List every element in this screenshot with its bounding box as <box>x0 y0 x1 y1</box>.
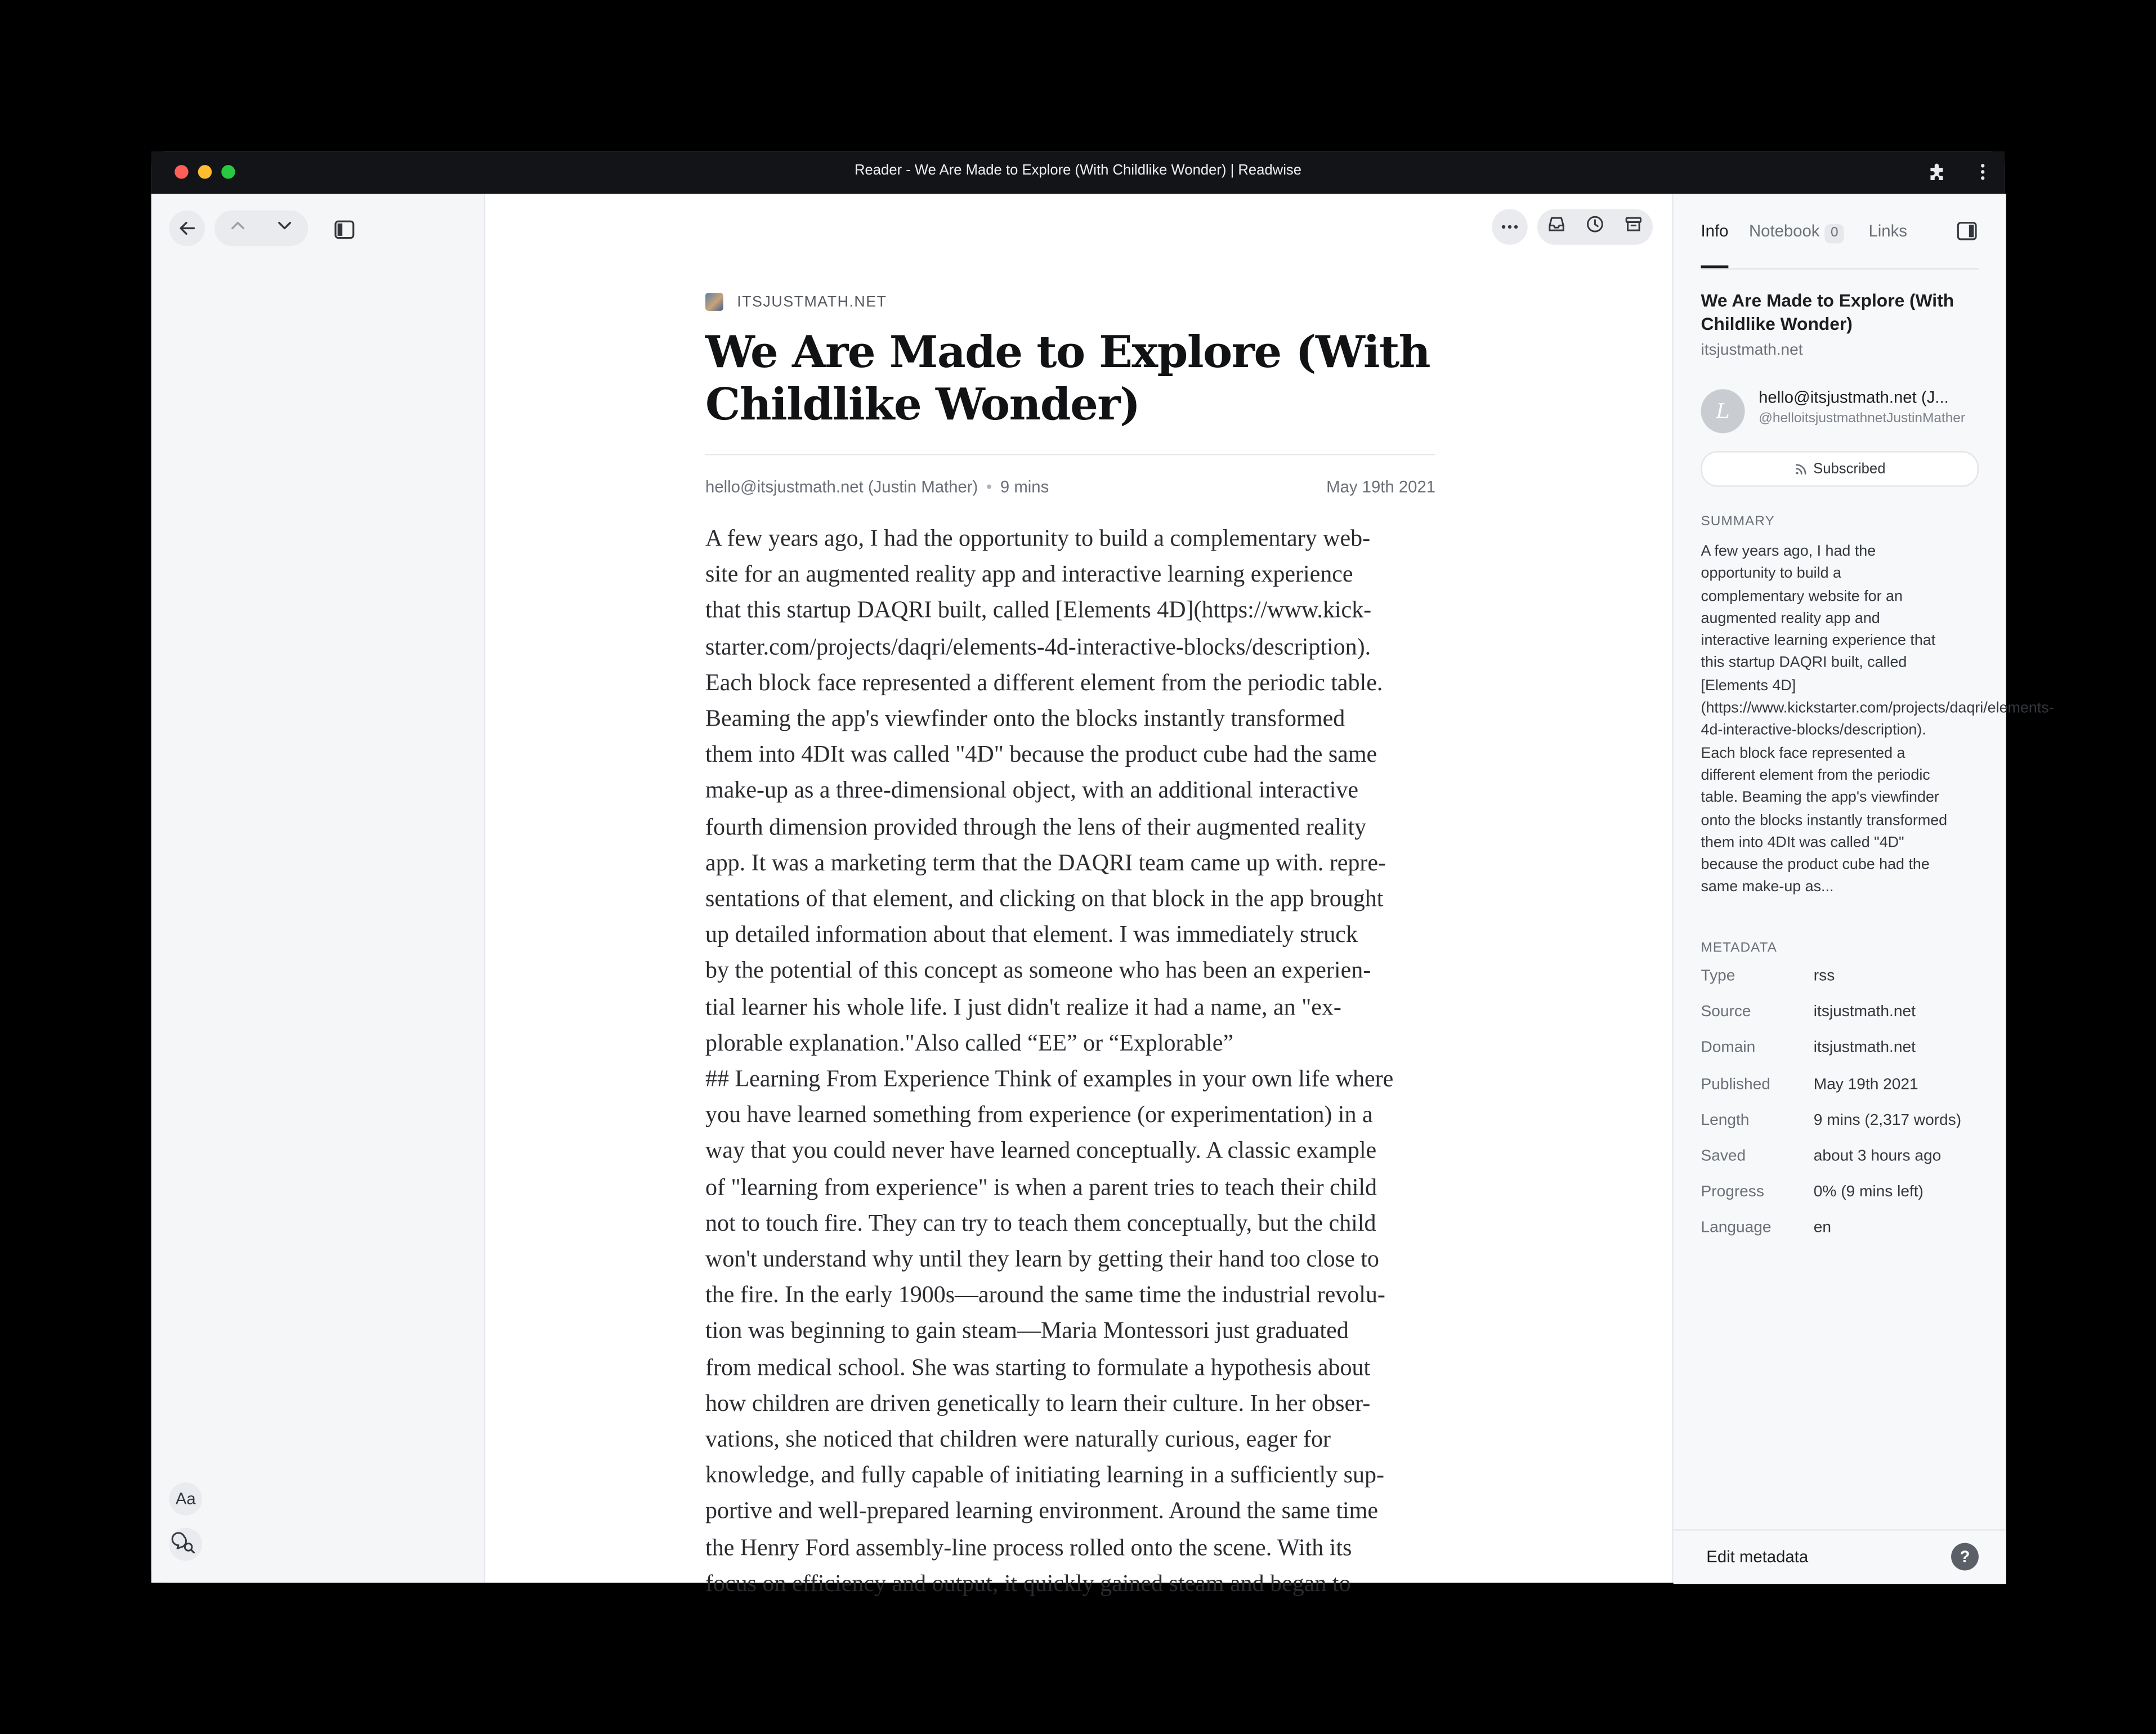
more-actions-button[interactable] <box>1492 209 1528 245</box>
article-body-line: won't understand why until they learn by getting their hand too close to <box>705 1246 1379 1272</box>
author-handle: @helloitsjustmathnetJustinMather <box>1759 411 1966 427</box>
article-body-line: plorable explanation."Also called “EE” or “Explorable” <box>705 1030 1234 1056</box>
search-chat-button[interactable] <box>169 1528 202 1561</box>
metadata-row-published <box>1701 1076 1989 1112</box>
article-body-line: how children are driven genetically to learn their culture. In her obser- <box>705 1390 1371 1416</box>
article-body-line: ## Learning From Experience Think of examples in your own life where <box>705 1066 1394 1092</box>
article-body-line: you have learned something from experience (or experimentation) in a <box>705 1102 1373 1128</box>
metadata-key: Length <box>1701 1112 1750 1129</box>
metadata-value: 0% (9 mins left) <box>1813 1184 1924 1201</box>
article-body-line: not to touch fire. They can try to teach them conceptually, but the child <box>705 1210 1376 1236</box>
article-source[interactable] <box>705 293 887 311</box>
article-body-line: up detailed information about that element. I was immediately struck <box>705 922 1358 948</box>
app-window <box>151 151 2054 1597</box>
metadata-table <box>1701 968 1989 1257</box>
metadata-key: Language <box>1701 1220 1772 1237</box>
move-to-inbox-button[interactable] <box>1547 214 1566 240</box>
metadata-value: rss <box>1813 968 1835 985</box>
more-horizontal-icon <box>1500 217 1519 236</box>
toggle-left-sidebar-button[interactable] <box>333 218 355 240</box>
arrow-left-icon <box>177 218 196 238</box>
sidebar-footer <box>1674 1529 2006 1584</box>
metadata-row-progress <box>1701 1184 1989 1220</box>
summary-line: complementary website for an <box>1701 588 1903 605</box>
triage-actions <box>1537 209 1653 245</box>
font-size-label: Aa <box>175 1489 196 1509</box>
summary-line: interactive learning experience that <box>1701 633 1936 650</box>
active-tab-indicator <box>1701 265 1728 268</box>
clock-icon <box>1585 214 1604 233</box>
metadata-key: Saved <box>1701 1148 1746 1165</box>
metadata-heading: METADATA <box>1701 940 1777 956</box>
metadata-row-saved <box>1701 1148 1989 1184</box>
metadata-row-type <box>1701 968 1989 1004</box>
article-body-line: vations, she noticed that children were naturally curious, eager for <box>705 1426 1331 1453</box>
tab-info[interactable]: Info <box>1701 221 1729 241</box>
tab-notebook[interactable] <box>1749 221 1844 243</box>
edit-metadata-button[interactable]: Edit metadata <box>1706 1547 1809 1567</box>
article-author: hello@itsjustmath.net (Justin Mather) <box>705 477 978 497</box>
article-body-line: site for an augmented reality app and interactive learning experience <box>705 561 1353 588</box>
article-body-line: the Henry Ford assembly-line process rolled onto the scene. With its <box>705 1534 1352 1561</box>
typography-settings-button[interactable] <box>169 1482 202 1516</box>
summary-line: table. Beaming the app's viewfinder <box>1701 789 1939 807</box>
article-body-line: knowledge, and fully capable of initiating learning in a sufficiently sup- <box>705 1462 1384 1489</box>
summary-line: same make-up as... <box>1701 879 1834 896</box>
summary-line: onto the blocks instantly transformed <box>1701 812 1948 829</box>
sidebar-doc-title: We Are Made to Explore (With Childlike Wonder) <box>1701 290 1954 334</box>
tab-links[interactable]: Links <box>1868 221 1907 241</box>
move-to-later-button[interactable] <box>1585 214 1604 240</box>
metadata-row-length <box>1701 1112 1989 1148</box>
article-body-line: that this startup DAQRI built, called [Elements 4D](https://www.kick- <box>705 597 1372 624</box>
article-body-line: sentations of that element, and clicking on that block in the app brought <box>705 886 1384 912</box>
summary-line: [Elements 4D] <box>1701 677 1796 694</box>
metadata-row-language <box>1701 1220 1989 1256</box>
article-body-line: A few years ago, I had the opportunity to build a complementary web- <box>705 525 1371 552</box>
toggle-right-sidebar-button[interactable] <box>1957 221 1978 245</box>
article-body-line: portive and well-prepared learning environment. Around the same time <box>705 1498 1379 1525</box>
summary-line: opportunity to build a <box>1701 565 1841 582</box>
archive-icon <box>1624 214 1643 233</box>
metadata-value: en <box>1813 1220 1832 1237</box>
archive-button[interactable] <box>1624 214 1643 240</box>
article-body-line: Each block face represented a different element from the periodic table. <box>705 669 1383 696</box>
notebook-count-badge: 0 <box>1825 224 1844 243</box>
metadata-key: Published <box>1701 1076 1770 1093</box>
article-body-line: starter.com/projects/daqri/elements-4d-interactive-blocks/description). <box>705 633 1371 660</box>
article-body-line: of "learning from experience" is when a parent tries to teach their child <box>705 1174 1377 1200</box>
sidebar-left-icon <box>333 220 354 239</box>
tab-notebook-label: Notebook <box>1748 221 1820 241</box>
summary-line: 4d-interactive-blocks/description). <box>1701 722 1926 739</box>
left-sidebar <box>151 194 486 1583</box>
right-sidebar <box>1672 194 2054 1583</box>
summary-line: different element from the periodic <box>1701 767 1930 784</box>
article-body-line: Beaming the app's viewfinder onto the blocks instantly transformed <box>705 705 1345 732</box>
article-title: We Are Made to Explore (With Childlike Wonder) <box>705 325 1430 431</box>
article-body-line: the fire. In the early 1900s—around the same time the industrial revolu- <box>705 1282 1385 1308</box>
chevron-up-icon <box>228 215 247 234</box>
chat-search-icon <box>175 1533 196 1555</box>
read-time: 9 mins <box>1000 477 1049 497</box>
previous-document-button[interactable] <box>228 215 247 241</box>
metadata-key: Type <box>1701 968 1735 985</box>
document-navigation <box>214 211 308 247</box>
metadata-value: itsjustmath.net <box>1813 1040 1916 1057</box>
metadata-key: Progress <box>1701 1184 1764 1201</box>
summary-text <box>1701 540 2054 899</box>
metadata-value: May 19th 2021 <box>1813 1076 1918 1093</box>
rss-icon <box>1794 462 1808 476</box>
site-favicon <box>705 293 723 311</box>
article-body-line: tion was beginning to gain steam—Maria Montessori just graduated <box>705 1318 1349 1344</box>
summary-line: this startup DAQRI built, called <box>1701 655 1907 672</box>
sidebar-doc-domain[interactable]: itsjustmath.net <box>1701 342 1803 359</box>
back-button[interactable] <box>169 211 205 247</box>
metadata-key: Domain <box>1701 1040 1756 1057</box>
help-button[interactable]: ? <box>1951 1543 1979 1571</box>
site-name: ITSJUSTMATH.NET <box>737 293 887 310</box>
summary-heading: SUMMARY <box>1701 514 1775 530</box>
article-meta <box>705 477 1435 497</box>
published-date: May 19th 2021 <box>1326 477 1436 497</box>
summary-line: A few years ago, I had the <box>1701 543 1876 560</box>
article-body-line: focus on efficiency and output, it quickly gained steam and began to <box>705 1570 1351 1597</box>
metadata-row-domain <box>1701 1040 1989 1076</box>
author-avatar: L <box>1701 389 1745 433</box>
metadata-key: Source <box>1701 1004 1751 1021</box>
reader-pane <box>485 194 1672 1597</box>
metadata-row-source <box>1701 1004 1989 1040</box>
article-body-line: make-up as a three-dimensional object, with an additional interactive <box>705 777 1358 804</box>
summary-line: (https://www.kickstarter.com/projects/daqri/elements- <box>1701 700 2054 717</box>
summary-line: Each block face represented a <box>1701 745 1905 762</box>
title-bar <box>151 151 2005 194</box>
article-body-line: by the potential of this concept as someone who has been an experien- <box>705 958 1371 984</box>
extensions-puzzle-icon[interactable] <box>1928 162 1947 181</box>
summary-line: because the product cube had the <box>1701 857 1930 874</box>
summary-line: them into 4DIt was called "4D" <box>1701 834 1904 851</box>
metadata-value: about 3 hours ago <box>1813 1148 1942 1165</box>
article-body-line: app. It was a marketing term that the DAQRI team came up with. repre- <box>705 850 1386 876</box>
article-body-line: fourth dimension provided through the lens of their augmented reality <box>705 814 1367 840</box>
divider <box>705 454 1435 455</box>
author-name: hello@itsjustmath.net (J... <box>1759 387 1949 408</box>
summary-line: augmented reality app and <box>1701 610 1880 627</box>
metadata-value: itsjustmath.net <box>1813 1004 1916 1021</box>
more-vertical-icon[interactable] <box>1973 162 1992 181</box>
metadata-value: 9 mins (2,317 words) <box>1813 1112 1962 1129</box>
article-body-line: from medical school. She was starting to formulate a hypothesis about <box>705 1354 1371 1380</box>
subscribed-button[interactable] <box>1701 451 1978 487</box>
chevron-down-icon <box>275 215 294 234</box>
article-body <box>705 521 1435 1597</box>
sidebar-right-icon <box>1957 221 1978 240</box>
inbox-icon <box>1547 214 1566 233</box>
article-body-line: way that you could never have learned conceptually. A classic example <box>705 1138 1377 1164</box>
article-body-line: them into 4DIt was called "4D" because the product cube had the same <box>705 741 1377 768</box>
sidebar-tabs <box>1701 221 1978 269</box>
subscribed-label: Subscribed <box>1813 461 1886 477</box>
next-document-button[interactable] <box>275 215 294 241</box>
window-title: Reader - We Are Made to Explore (With Childlike Wonder) | Readwise <box>854 162 1301 179</box>
article-body-line: tial learner his whole life. I just didn't realize it had a name, an "ex- <box>705 994 1341 1020</box>
separator-dot: • <box>986 477 992 497</box>
